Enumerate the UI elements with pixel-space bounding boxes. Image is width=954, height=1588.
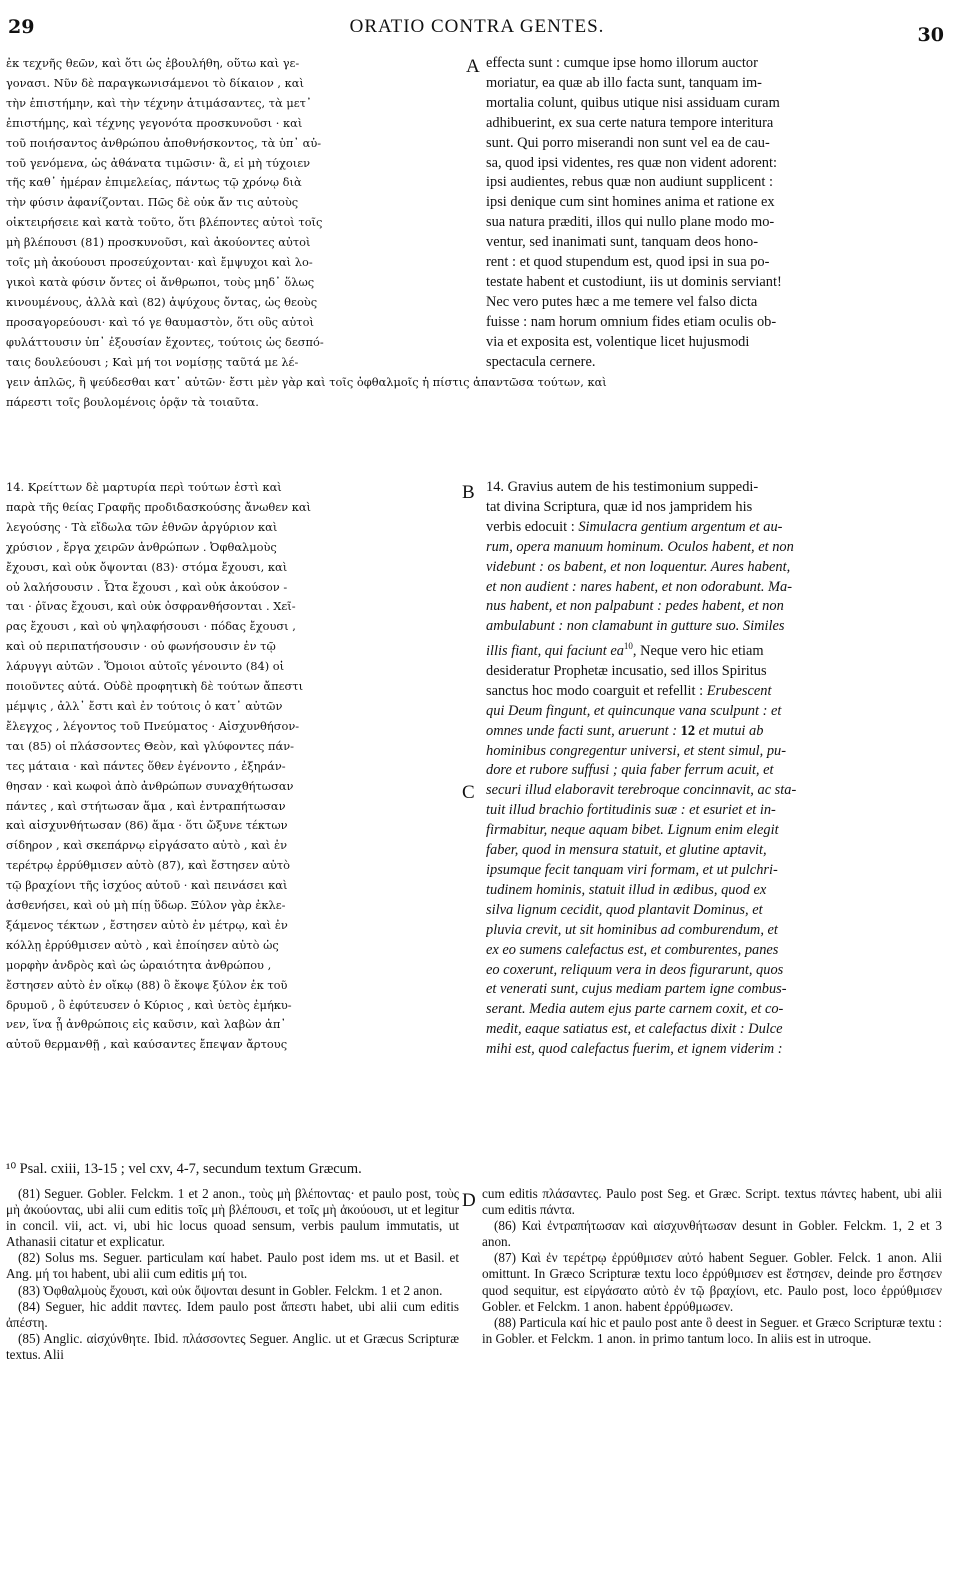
- greek-line: τοῦ γενόμενα, ὡς ἀθάνατα τιμῶσιν· ἃ, εἰ μὴ τύχοιεν: [6, 155, 311, 170]
- latin-line: rent : et quod stupendum est, quod ipsi in sua po-: [486, 254, 770, 271]
- italic-span: et mutui ab: [695, 722, 764, 739]
- latin-line: sua natura præditi, illos qui nullo plane modo mo-: [486, 214, 775, 231]
- italic-span: videbunt : os babent, et non loquentur. Aures habent,: [486, 558, 791, 575]
- footnotes-left: [6, 1186, 459, 1586]
- text-span: sanctus hoc modo coarguit et refellit :: [486, 682, 707, 699]
- text-span: , Neque vero hic etiam: [632, 643, 764, 660]
- greek-line: λάρυγγι αὐτῶν . Ὅμοιοι αὐτοῖς γένοιντο (84) οἱ: [6, 659, 285, 674]
- footnote: (86) Καὶ ἐντραπήτωσαν καὶ αἰσχυνθήτωσαν desunt in Gobler. Felckm. 1, 2 et 3 anon.: [482, 1218, 942, 1250]
- section-marker-c: C: [462, 782, 475, 803]
- latin-line: [486, 538, 942, 558]
- footnote: (82) Solus ms. Seguer. particulam καί habet. Paulo post idem ms. ut et Basil. et Ang. μή τοι habent, ubi alii cum editis μή τοι.: [6, 1250, 459, 1282]
- greek-line: ποιοῦντες αὐτά. Οὐδὲ προφητικὴ δὲ τούτων ἄπεστι: [6, 679, 304, 694]
- latin-line: [486, 781, 942, 801]
- greek-line: καὶ αἰσχυνθήτωσαν (86) ἅμα · ὅτι ὤξυνε τέκτων: [6, 818, 288, 833]
- greek-line: τὴν ἐπιστήμην, καὶ τὴν τέχνην ἀτιμάσαντες, τὰ μετ᾽: [6, 95, 312, 110]
- greek-line: σίδηρον , καὶ σκεπάρνῳ εἰργάσατο αὐτὸ , καὶ ἐν: [6, 838, 288, 853]
- italic-span: serant. Media autem ejus parte carnem coxit, et co-: [486, 1001, 784, 1018]
- greek-line: ται (85) οἱ πλάσσοντες Θεὸν, καὶ γλύφοντες πάν-: [6, 738, 294, 753]
- latin-line: [486, 961, 942, 981]
- greek-line: πάντες , καὶ στήτωσαν ἅμα , καὶ ἐντραπήτωσαν: [6, 798, 286, 813]
- footnote: (85) Anglic. αἰσχύνθητε. Ibid. πλάσσοντες Seguer. Anglic. ut et Græcus Scripturæ textus. Alii: [6, 1330, 459, 1362]
- greek-line: ἀσθενήσει, καὶ οὐ μὴ πίῃ ὕδωρ. Ξύλον γὰρ ἐκλε-: [6, 898, 286, 913]
- italic-span: qui Deum fingunt, et quincunque vana sculpunt : et: [486, 702, 782, 719]
- latin-line: [486, 578, 942, 598]
- italic-span: et non audient : nares habent, et non odorabunt. Ma-: [486, 578, 793, 595]
- greek-line: μέμψις , ἀλλ᾽ ἔστι καὶ ἐν τούτοις ὁ κατ᾽ αὐτῶν: [6, 698, 283, 713]
- latin-column-a: [486, 54, 942, 373]
- latin-line: [486, 761, 942, 781]
- latin-line: Nec vero putes hæc a me temere vel falso dicta: [486, 293, 758, 310]
- italic-span: hominibus congregentur universi, et stent simul, pu-: [486, 742, 787, 759]
- footnote: (81) Seguer. Gobler. Felckm. 1 et 2 anon., τοὺς μὴ βλέποντας· et paulo post, τοὺς μὴ ἀκούοντας, ubi alii cum editis τοῖς μὴ βλέπουσι, et τοῖς μὴ ἀκούουσι, ut et legitur in concil. vii, act. vi, ubi hic locus quoad sensum, verbis paulum immutatis, ut Athanasii citatur et explicatur.: [6, 1186, 459, 1250]
- latin-line: via et exposita est, volentique licet hujusmodi: [486, 333, 750, 350]
- latin-line: [486, 1000, 942, 1020]
- italic-span: ipsumque fecit tanquam viri formam, et ut pulchri-: [486, 862, 778, 879]
- greek-column-a: [6, 54, 459, 373]
- latin-line: ventur, sed inanimati sunt, tanquam deos hono-: [486, 234, 758, 251]
- latin-line: ipsi denique cum sint homines anima et ratione ex: [486, 194, 775, 211]
- text-span: desideratur Prophetæ incusatio, sed illos Spiritus: [486, 662, 767, 679]
- latin-line: [486, 518, 942, 538]
- greek-line: ταις δουλεύουσι ; Καὶ μή τοι νομίσῃς ταῦτά με λέ-: [6, 354, 299, 369]
- greek-line: ται · ῥῖνας ἔχουσι, καὶ οὐκ ὀσφρανθήσονται . Χεῖ-: [6, 599, 296, 614]
- greek-line: ἔχουσι, καὶ οὐκ ὄψονται (83)· στόμα ἔχουσι, καὶ: [6, 559, 288, 574]
- footnote: (84) Seguer, hic addit παντες. Idem paulo post ἄπεστι habet, ubi alii cum editis ἀπέστη.: [6, 1298, 459, 1330]
- greek-line: οἰκτειρήσειε καὶ κατὰ τοῦτο, ὅτι βλέποντες αὐτοὶ τοῖς: [6, 215, 323, 230]
- italic-span: silva lignum cecidit, quod plantavit Dominus, et: [486, 901, 763, 918]
- footnote: (87) Καὶ ἐν τερέτρῳ ἐρρύθμισεν αὐτό habent Seguer. Gobler. Felck. 1 anon. Alii omittunt. In Græco Scripturæ textu loco ἐρρύθμισεν est ἔστησεν, deinde pro ἔστησεν quod sequitur, est εἰργάσατο αὐτὸ ἐν τῷ βραχίονι, etc. Paulo post, loco ἐρρύθμισεν Gobler. et Felckm. 1 anon. habent ἐρρύθμωσεν.: [482, 1250, 942, 1314]
- latin-line: [486, 558, 942, 578]
- footnote-ref: 10: [623, 641, 633, 652]
- latin-line: [486, 861, 942, 881]
- italic-span: faber, quod in mensura statuit, et glutine aptavit,: [486, 842, 767, 859]
- greek-line: δρυμοῦ , ὃ ἐφύτευσεν ὁ Κύριος , καὶ ὑετὸς ἐμήκυ-: [6, 997, 292, 1012]
- greek-column-b: [6, 478, 459, 1055]
- italic-span: illis fiant, qui faciunt ea: [486, 643, 624, 660]
- italic-span: mihi est, quod calefactus fuerim, et ignem viderim :: [486, 1041, 783, 1058]
- text-span: tat divina Scriptura, quæ id nos jampridem his: [486, 498, 753, 515]
- greek-line: αὐτοῦ θερμανθῇ , καὶ καύσαντες ἔπεψαν ἄρτους: [6, 1037, 288, 1052]
- text-span: verbis edocuit :: [486, 518, 579, 535]
- latin-column-b: [486, 478, 942, 1060]
- italic-span: nus habent, et non palpabunt : pedes habent, et non: [486, 598, 784, 615]
- latin-line: [486, 702, 942, 722]
- italic-span: pluvia crevit, ut sit hominibus ad comburendum, et: [486, 921, 778, 938]
- latin-line: mortalia colunt, quibus utique nisi assiduam curam: [486, 94, 780, 111]
- greek-line: τῷ βραχίονι τῆς ἰσχύος αὐτοῦ · καὶ πεινάσει καὶ: [6, 878, 288, 893]
- footnote: cum editis πλάσαντες. Paulo post Seg. et Græc. Script. textus πάντες habent, ubi alii cum editis πάντα.: [482, 1186, 942, 1218]
- latin-line: [486, 742, 942, 762]
- latin-line: ipsi audientes, rebus quæ non audiunt supplicent :: [486, 174, 773, 191]
- italic-span: et venerati sunt, cujus mediam partem igne combus-: [486, 981, 787, 998]
- greek-line: καὶ οὐ περιπατήσουσιν · οὐ φωνήσουσιν ἐν τῷ: [6, 639, 276, 654]
- greek-line: γειν ἁπλῶς, ἢ ψεύδεσθαι κατ᾽ αὐτῶν· ἔστι μὲν γὰρ καὶ τοῖς ὀφθαλμοῖς ἡ πίστις ἀπαντῶσα τούτων, καὶ: [6, 375, 607, 389]
- italic-span: omnes unde facti sunt, aruerunt :: [486, 722, 681, 739]
- greek-line: γικοὶ κατὰ φύσιν ὄντες οἱ ἄνθρωποι, τοὺς μηδ᾽ ὅλως: [6, 274, 315, 289]
- greek-line: ξάμενος τέκτων , ἔστησεν αὐτὸ ἐν μέτρῳ, καὶ ἐν: [6, 917, 288, 932]
- page-number-left: 29: [8, 16, 35, 38]
- italic-span: rum, opera manuum hominum. Oculos habent, et non: [486, 538, 794, 555]
- latin-line: [486, 498, 942, 518]
- latin-line: [486, 617, 942, 637]
- greek-line: ἐπιστήμης, καὶ τέχνης γεγονότα προσκυνοῦσι · καὶ: [6, 115, 303, 130]
- column-number: 12: [680, 722, 696, 739]
- italic-span: Simulacra gentium argentum et au-: [578, 518, 783, 535]
- latin-line: [486, 1020, 942, 1040]
- latin-line: [486, 637, 942, 662]
- text-span: 14. Gravius autem de his testimonium suppedi-: [486, 479, 759, 495]
- latin-line: [486, 478, 942, 498]
- footnote: (88) Particula καί hic et paulo post ante ὃ deest in Seguer. et Græco Scripturæ textu : in Gobler. et Felckm. 1 anon. in primo tantum loco. In aliis est in utroque.: [482, 1314, 942, 1346]
- latin-line: [486, 1040, 942, 1060]
- italic-span: ex eo sumens calefactus est, et comburentes, panes: [486, 941, 779, 958]
- latin-line: sunt. Qui porro miserandi non sunt vel ea de cau-: [486, 134, 770, 151]
- greek-line: ἔλεγχος , λέγοντος τοῦ Πνεύματος · Αἰσχυνθήσον-: [6, 718, 300, 733]
- greek-line: τοῖς μὴ ἀκούουσι προσεύχονται· καὶ ἔμψυχοι καὶ λο-: [6, 255, 313, 270]
- page-header: [0, 10, 954, 44]
- section-marker-a: A: [466, 56, 480, 77]
- greek-line: τὴν φύσιν ἀφανίζονται. Πῶς δὲ οὐκ ἄν τις αὐτοὺς: [6, 195, 299, 210]
- greek-line: κόλλῃ ἐρρύθμισεν αὐτὸ , καὶ ἐποίησεν αὐτὸ ὡς: [6, 937, 279, 952]
- latin-line: [486, 722, 942, 742]
- greek-line: τες μάταια · καὶ πάντες ὅθεν ἐγένοντο , ἐξηράν-: [6, 758, 286, 773]
- latin-line: [486, 662, 942, 682]
- italic-span: Erubescent: [706, 682, 772, 699]
- greek-line: παρὰ τῆς θείας Γραφῆς προδιδασκούσης ἄνωθεν καὶ: [6, 499, 311, 514]
- italic-span: tuit illud brachio fortitudinis suæ : et esuriet et in-: [486, 802, 776, 819]
- latin-line: [486, 801, 942, 821]
- greek-line: οὐ λαλήσουσιν . Ὦτα ἔχουσι , καὶ οὐκ ἀκούσον -: [6, 579, 288, 594]
- footnote: (83) Ὀφθαλμοὺς ἔχουσι, καὶ οὐκ ὄψονται desunt in Gobler. Felckm. 1 et 2 anon.: [18, 1282, 443, 1298]
- greek-line: προσαγορεύουσι· καὶ τό γε θαυμαστὸν, ὅτι οὓς αὐτοὶ: [6, 314, 314, 329]
- greek-line: μορφὴν ἀνδρὸς καὶ ὡς ὡραιότητα ἀνθρώπου ,: [6, 957, 272, 972]
- latin-line: [486, 980, 942, 1000]
- greek-line: τοῦ ποιήσαντος ἀνθρώπου ἀποθνήσκοντος, τὰ ὑπ᾽ αὐ-: [6, 135, 322, 150]
- latin-line: [486, 901, 942, 921]
- latin-line: [486, 597, 942, 617]
- section-marker-b: B: [462, 482, 475, 503]
- latin-line: [486, 682, 942, 702]
- greek-line: φυλάττουσιν ὑπ᾽ ἐξουσίαν ἔχοντες, τούτοις ὡς δεσπό-: [6, 334, 324, 349]
- greek-line: λεγούσης · Τὰ εἴδωλα τῶν ἐθνῶν ἀργύριον καὶ: [6, 519, 278, 534]
- greek-line: ἐκ τεχνῆς θεῶν, καὶ ὅτι ὡς ἐβουλήθη, οὕτω καὶ γε-: [6, 56, 300, 70]
- latin-line: [486, 841, 942, 861]
- greek-line: κινουμένους, ἀλλὰ καὶ (82) ἀψύχους ὄντας, ὡς θεοὺς: [6, 294, 318, 309]
- latin-line: [486, 821, 942, 841]
- greek-line: τερέτρῳ ἐρρύθμισεν αὐτὸ (87), καὶ ἔστησεν αὐτὸ: [6, 858, 291, 873]
- latin-line: adhibuerint, ex sua certe natura tempore interitura: [486, 114, 774, 131]
- footnotes-right: [482, 1186, 942, 1586]
- running-title: ORATIO CONTRA GENTES.: [349, 16, 605, 37]
- greek-line: πάρεστι τοῖς βουλομένοις ὁρᾷν τὰ τοιαῦτα.: [6, 394, 259, 409]
- latin-line: [486, 941, 942, 961]
- greek-line: νεν, ἵνα ᾖ ἀνθρώποις εἰς καῦσιν, καὶ λαβὼν ἀπ᾽: [6, 1017, 287, 1032]
- italic-span: securi illud elaboravit terebroque concinnavit, ac sta-: [486, 782, 797, 799]
- latin-line: moriatur, ea quæ ab illo facta sunt, tanquam im-: [486, 74, 762, 91]
- latin-line: [486, 881, 942, 901]
- latin-line: testate habent et custodiunt, iis ut dominis serviant!: [486, 273, 782, 290]
- italic-span: tudinem hominis, statuit illud in ædibus, quod ex: [486, 881, 767, 898]
- italic-span: eo coxerunt, reliquum vera in deos figurarunt, quos: [486, 961, 784, 978]
- latin-line: [486, 921, 942, 941]
- italic-span: dore et rubore suffusi ; quia faber ferrum acuit, et: [486, 762, 774, 779]
- greek-line: ἔστησεν αὐτὸ ἐν οἴκῳ (88) ὃ ἔκοψε ξύλον ἐκ τοῦ: [6, 977, 288, 992]
- scripture-reference-note: ¹⁰ Psal. cxiii, 13-15 ; vel cxv, 4-7, secundum textum Græcum.: [6, 1161, 362, 1177]
- greek-line: θησαν · καὶ κωφοὶ ἀπὸ ἀνθρώπων συναχθήτωσαν: [6, 778, 294, 793]
- greek-line: 14. Κρείττων δὲ μαρτυρία περὶ τούτων ἐστὶ καὶ: [6, 480, 282, 494]
- italic-span: ambulabunt : non clamabunt in gutture suo. Similes: [486, 618, 785, 635]
- latin-line: effecta sunt : cumque ipse homo illorum auctor: [486, 55, 758, 71]
- greek-full-width: [6, 373, 942, 413]
- italic-span: medit, eaque satiatus est, et calefactus dixit : Dulce: [486, 1021, 783, 1038]
- latin-line: sa, quod ipsi videntes, res quæ non vident adorent:: [486, 154, 777, 171]
- greek-line: τῆς καθ᾽ ἡμέραν ἐπιμελείας, πάντως τῷ χρόνῳ διὰ: [6, 175, 302, 190]
- greek-line: γονασι. Νῦν δὲ παραγκωνισάμενοι τὸ δίκαιον , καὶ: [6, 75, 304, 90]
- greek-line: μὴ βλέπουσι (81) προσκυνοῦσι, καὶ ἀκούοντες αὐτοὶ: [6, 235, 311, 250]
- greek-line: ρας ἔχουσι , καὶ οὐ ψηλαφήσουσι · πόδας ἔχουσι ,: [6, 619, 296, 634]
- italic-span: firmabitur, neque aquam bibet. Lignum enim elegit: [486, 822, 779, 839]
- page-number-right: 30: [917, 24, 944, 46]
- section-marker-d: D: [462, 1190, 476, 1211]
- greek-line: χρύσιον , ἔργα χειρῶν ἀνθρώπων . Ὀφθαλμοὺς: [6, 539, 277, 554]
- latin-line: spectacula cernere.: [486, 353, 596, 370]
- latin-line: fuisse : nam horum omnium fides etiam oculis ob-: [486, 313, 777, 330]
